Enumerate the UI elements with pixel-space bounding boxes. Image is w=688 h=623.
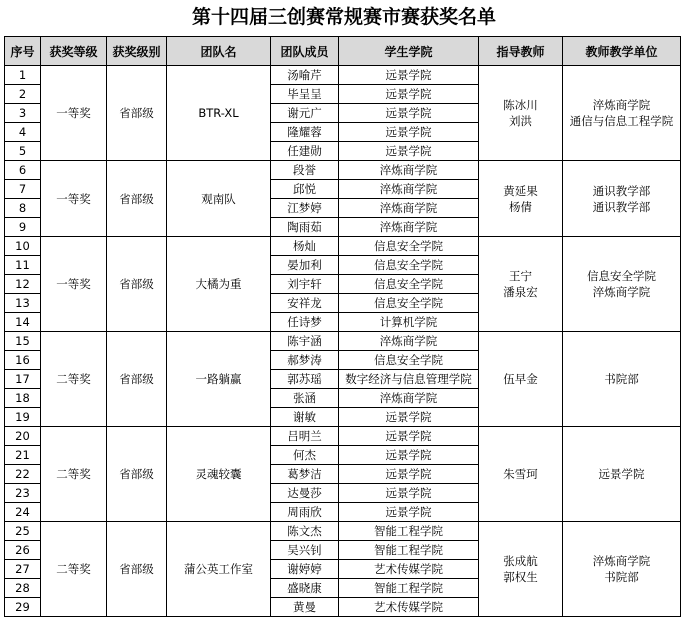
advisor-unit: 书院部 [604,372,639,386]
member-name: 吴兴钊 [271,541,339,560]
award-level: 省部级 [107,66,167,161]
member-name: 谢元广 [271,104,339,123]
row-index: 22 [5,465,41,484]
student-college: 远景学院 [339,465,479,484]
member-name: 张涵 [271,389,339,408]
row-index: 1 [5,66,41,85]
student-college: 计算机学院 [339,313,479,332]
award-level: 省部级 [107,161,167,237]
advisor-unit-cell [563,427,681,522]
row-index: 17 [5,370,41,389]
team-name: 蒲公英工作室 [167,522,271,617]
award-grade: 二等奖 [41,332,107,427]
advisor-name: 张成航 [503,554,538,568]
row-index: 6 [5,161,41,180]
student-college: 淬炼商学院 [339,161,479,180]
member-name: 任诗梦 [271,313,339,332]
advisor-unit: 信息安全学院 [587,269,656,283]
advisor-name: 朱雪珂 [503,467,538,481]
row-index: 26 [5,541,41,560]
student-college: 远景学院 [339,427,479,446]
advisor-name: 杨倩 [509,199,532,214]
student-college: 信息安全学院 [339,237,479,256]
award-level: 省部级 [107,332,167,427]
student-college: 远景学院 [339,503,479,522]
header-award-grade: 获奖等级 [41,37,107,66]
student-college: 数字经济与信息管理学院 [339,370,479,389]
advisor-name: 郭权生 [503,570,538,584]
row-index: 7 [5,180,41,199]
row-index: 18 [5,389,41,408]
row-index: 23 [5,484,41,503]
row-index: 8 [5,199,41,218]
award-grade: 一等奖 [41,237,107,332]
advisor-unit-cell [563,237,681,332]
row-index: 5 [5,142,41,161]
student-college: 淬炼商学院 [339,199,479,218]
row-index: 3 [5,104,41,123]
advisor-name: 伍早金 [503,372,538,386]
member-name: 江梦婷 [271,199,339,218]
advisor-name: 陈冰川 [503,98,538,112]
row-index: 13 [5,294,41,313]
advisor-unit: 淬炼商学院 [592,285,651,299]
member-name: 黄曼 [271,598,339,617]
table-row [5,66,681,85]
awards-table [4,36,681,617]
member-name: 汤喻芹 [271,66,339,85]
member-name: 周雨欣 [271,503,339,522]
row-index: 2 [5,85,41,104]
student-college: 智能工程学院 [339,522,479,541]
member-name: 任建勋 [271,142,339,161]
header-student-college: 学生学院 [339,37,479,66]
header-row [5,37,681,66]
member-name: 毕呈呈 [271,85,339,104]
student-college: 远景学院 [339,104,479,123]
award-level: 省部级 [107,522,167,617]
advisor-unit: 书院部 [604,570,639,584]
member-name: 段誉 [271,161,339,180]
header-advisor: 指导教师 [479,37,563,66]
row-index: 14 [5,313,41,332]
table-row [5,161,681,180]
member-name: 谢敏 [271,408,339,427]
row-index: 16 [5,351,41,370]
member-name: 谢婷婷 [271,560,339,579]
team-name: BTR-XL [167,66,271,161]
award-level: 省部级 [107,237,167,332]
team-name: 大橘为重 [167,237,271,332]
student-college: 淬炼商学院 [339,332,479,351]
advisor-name: 刘洪 [509,114,532,128]
student-college: 艺术传媒学院 [339,598,479,617]
member-name: 葛梦洁 [271,465,339,484]
member-name: 邱悦 [271,180,339,199]
header-advisor-unit: 教师教学单位 [563,37,681,66]
student-college: 信息安全学院 [339,351,479,370]
row-index: 9 [5,218,41,237]
table-row [5,522,681,541]
student-college: 信息安全学院 [339,275,479,294]
student-college: 远景学院 [339,123,479,142]
student-college: 信息安全学院 [339,294,479,313]
row-index: 19 [5,408,41,427]
student-college: 远景学院 [339,142,479,161]
advisor-name: 黄延果 [503,183,538,198]
team-name: 灵魂较囊 [167,427,271,522]
advisor-unit-cell [563,522,681,617]
student-college: 淬炼商学院 [339,218,479,237]
advisor-cell [479,161,563,237]
member-name: 陈文杰 [271,522,339,541]
row-index: 10 [5,237,41,256]
advisor-unit-cell [563,161,681,237]
student-college: 淬炼商学院 [339,180,479,199]
advisor-cell [479,237,563,332]
student-college: 智能工程学院 [339,541,479,560]
member-name: 郝梦涛 [271,351,339,370]
advisor-unit: 通识教学部 [592,183,651,198]
row-index: 20 [5,427,41,446]
advisor-cell [479,522,563,617]
student-college: 淬炼商学院 [339,389,479,408]
member-name: 陈宇涵 [271,332,339,351]
advisor-name: 潘泉宏 [503,285,538,299]
student-college: 远景学院 [339,408,479,427]
row-index: 25 [5,522,41,541]
student-college: 智能工程学院 [339,579,479,598]
table-row [5,332,681,351]
member-name: 隆耀蓉 [271,123,339,142]
team-name: 一路躺赢 [167,332,271,427]
advisor-name: 王宁 [509,269,532,283]
award-grade: 一等奖 [41,66,107,161]
row-index: 27 [5,560,41,579]
student-college: 艺术传媒学院 [339,560,479,579]
row-index: 12 [5,275,41,294]
header-members: 团队成员 [271,37,339,66]
row-index: 29 [5,598,41,617]
table-row [5,427,681,446]
member-name: 杨灿 [271,237,339,256]
student-college: 远景学院 [339,66,479,85]
member-name: 郭苏瑶 [271,370,339,389]
student-college: 远景学院 [339,446,479,465]
advisor-unit: 淬炼商学院 [592,554,651,568]
table-row [5,237,681,256]
row-index: 24 [5,503,41,522]
advisor-unit-cell [563,332,681,427]
member-name: 陶雨茹 [271,218,339,237]
award-grade: 二等奖 [41,427,107,522]
student-college: 远景学院 [339,85,479,104]
row-index: 21 [5,446,41,465]
member-name: 盛晓康 [271,579,339,598]
award-level: 省部级 [107,427,167,522]
advisor-cell [479,427,563,522]
advisor-unit-cell [563,66,681,161]
advisor-unit: 通识教学部 [592,199,651,214]
row-index: 28 [5,579,41,598]
advisor-unit: 通信与信息工程学院 [569,114,674,128]
advisor-unit: 远景学院 [598,467,645,481]
advisor-cell [479,66,563,161]
member-name: 晏加利 [271,256,339,275]
header-index: 序号 [5,37,41,66]
advisor-cell [479,332,563,427]
advisor-unit: 淬炼商学院 [592,98,651,112]
header-team-name: 团队名 [167,37,271,66]
member-name: 安祥龙 [271,294,339,313]
member-name: 何杰 [271,446,339,465]
award-grade: 二等奖 [41,522,107,617]
row-index: 4 [5,123,41,142]
student-college: 信息安全学院 [339,256,479,275]
student-college: 远景学院 [339,484,479,503]
header-award-level: 获奖级别 [107,37,167,66]
member-name: 达曼莎 [271,484,339,503]
row-index: 11 [5,256,41,275]
team-name: 观南队 [167,161,271,237]
member-name: 刘宇轩 [271,275,339,294]
row-index: 15 [5,332,41,351]
award-grade: 一等奖 [41,161,107,237]
page-title: 第十四届三创赛常规赛市赛获奖名单 [191,6,496,28]
member-name: 吕明兰 [271,427,339,446]
